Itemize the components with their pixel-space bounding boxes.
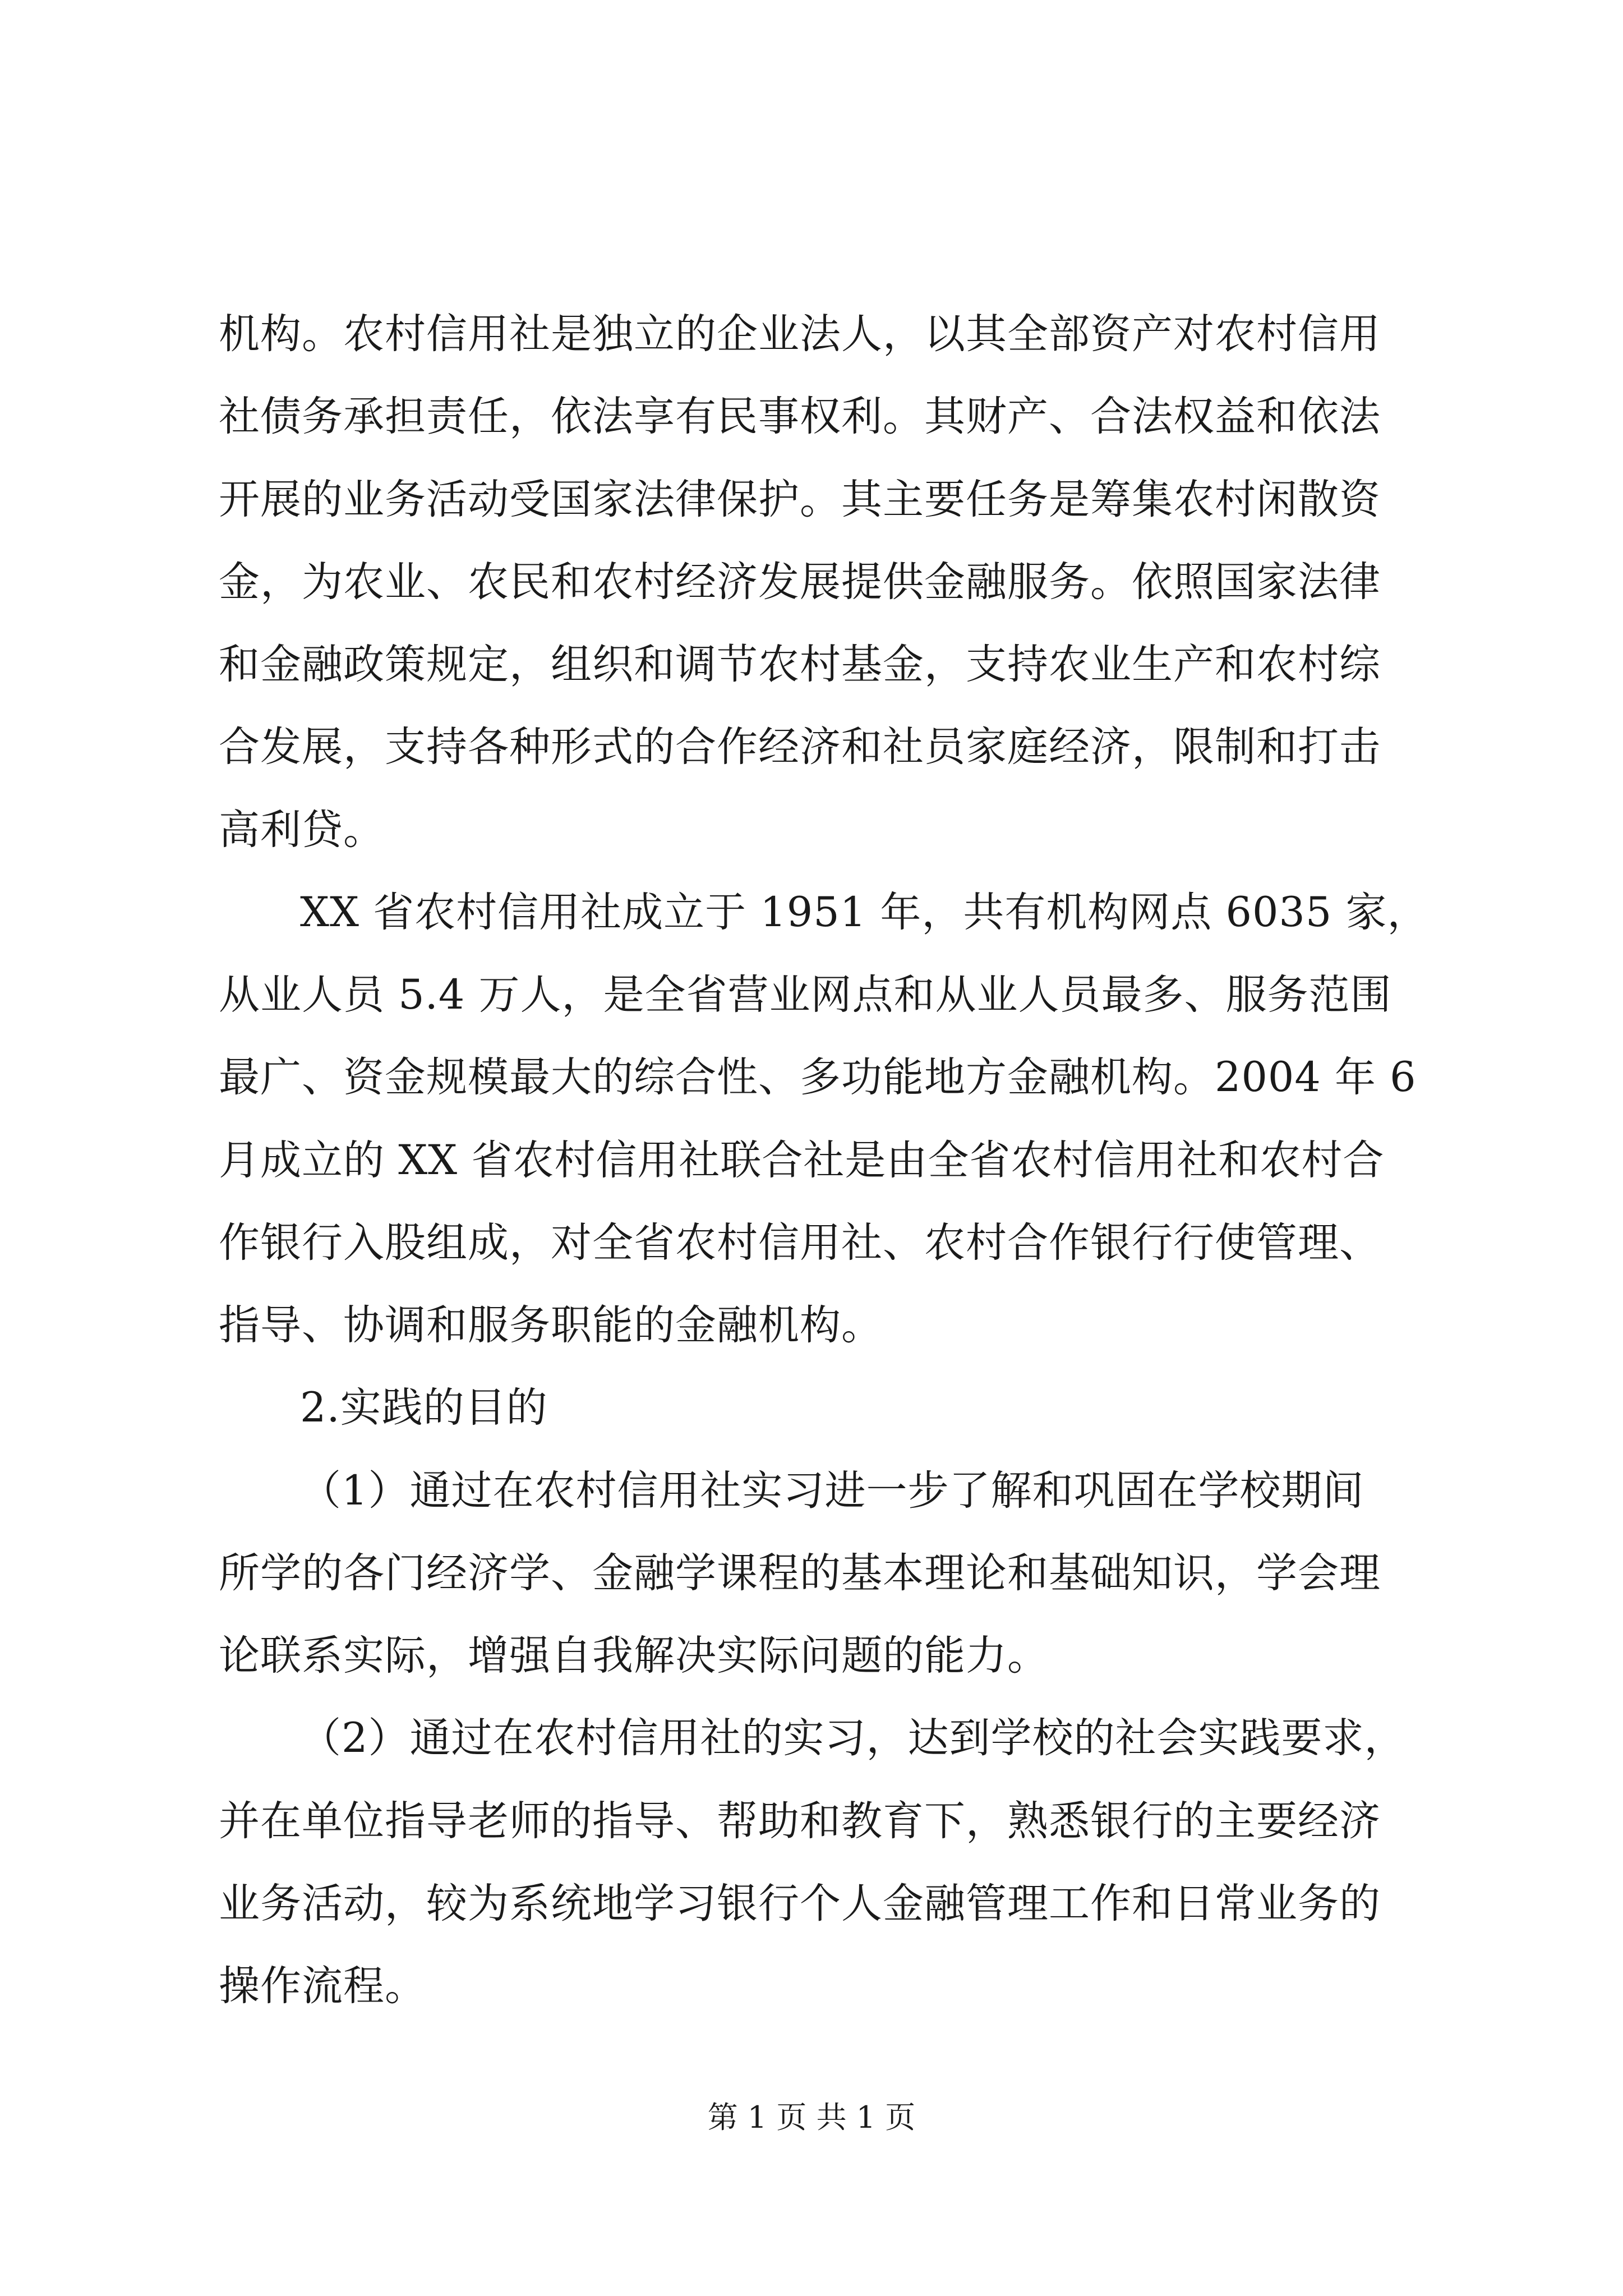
body-text-line: 业务活动，较为系统地学习银行个人金融管理工作和日常业务的 xyxy=(219,1880,1381,1927)
body-text-line: 最广、资金规模最大的综合性、多功能地方金融机构。2004 年 6 xyxy=(219,1053,1417,1101)
body-text-line: 操作流程。 xyxy=(219,1962,426,2010)
body-text-line: 和金融政策规定，组织和调节农村基金，支持农业生产和农村综 xyxy=(219,641,1381,688)
body-text-line: 论联系实际，增强自我解决实际问题的能力。 xyxy=(219,1632,1049,1680)
body-text-line: 并在单位指导老师的指导、帮助和教育下，熟悉银行的主要经济 xyxy=(219,1797,1381,1845)
section-heading: 2.实践的目的 xyxy=(300,1384,548,1432)
paragraph-first-line: （1）通过在农村信用社实习进一步了解和巩固在学校期间 xyxy=(300,1467,1364,1515)
body-text-line: 指导、协调和服务职能的金融机构。 xyxy=(219,1301,883,1349)
body-text-line: 开展的业务活动受国家法律保护。其主要任务是筹集农村闲散资 xyxy=(219,476,1381,523)
body-text-line: 所学的各门经济学、金融学课程的基本理论和基础知识，学会理 xyxy=(219,1549,1381,1597)
page-footer: 第 1 页 共 1 页 xyxy=(707,2100,916,2135)
body-text-line: 从业人员 5.4 万人，是全省营业网点和从业人员最多、服务范围 xyxy=(219,971,1392,1019)
body-text-line: 社债务承担责任，依法享有民事权利。其财产、合法权益和依法 xyxy=(219,393,1381,440)
body-text-line: 高利贷。 xyxy=(219,806,385,854)
body-text-line: 机构。农村信用社是独立的企业法人，以其全部资产对农村信用 xyxy=(219,310,1381,358)
paragraph-first-line: （2）通过在农村信用社的实习，达到学校的社会实践要求， xyxy=(300,1714,1406,1762)
body-text-line: 金，为农业、农民和农村经济发展提供金融服务。依照国家法律 xyxy=(219,558,1381,606)
body-text-line: 合发展，支持各种形式的合作经济和社员家庭经济，限制和打击 xyxy=(219,723,1381,771)
body-text-line: 月成立的 XX 省农村信用社联合社是由全省农村信用社和农村合 xyxy=(219,1137,1385,1184)
paragraph-first-line: XX 省农村信用社成立于 1951 年，共有机构网点 6035 家， xyxy=(300,889,1429,936)
body-text-line: 作银行入股组成，对全省农村信用社、农村合作银行行使管理、 xyxy=(219,1219,1381,1267)
